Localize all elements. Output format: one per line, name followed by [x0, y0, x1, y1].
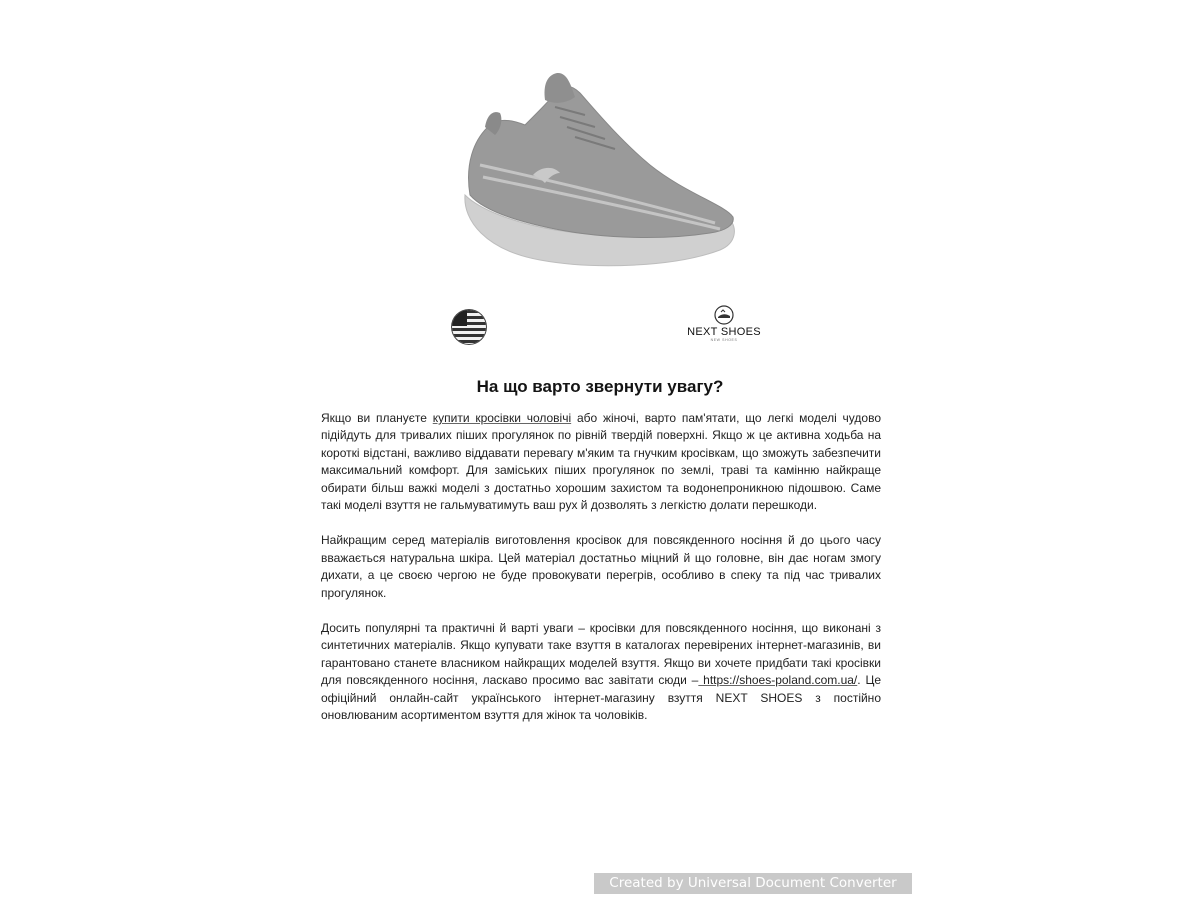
brand-tagline: NEW SHOES: [710, 338, 738, 342]
paragraph-1-rest: або жіночі, варто пам'ятати, що легкі моделі чудово підійдуть для тривалих піших прогулянок по рівній твердій поверхні. Якщо ж це активна ходьба на короткі відстані, важливо віддавати перевагу м'яким та гнучким кросівкам, що зможуть забезпечити максимальний комфорт. Для заміських піших прогулянок по землі, траві та камінню найкраще обирати більш важкі моделі з достатньо хорошим захистом та водонепроникною підошвою. Саме такі моделі взуття не гальмуватимуть ваш рух й дозволять з легкістю долати перешкоди.: [321, 411, 881, 513]
usa-flag-icon: [450, 308, 488, 346]
article-body: [321, 410, 881, 743]
shop-url-link[interactable]: https://shoes-poland.com.ua/: [698, 673, 858, 688]
sneaker-image: [445, 45, 765, 280]
brand-emblem-icon: [714, 305, 734, 325]
paragraph-3-rest: . Це офіційний онлайн-сайт українського інтернет-магазину взуття NEXT SHOES з постійно оновлюваним асортиментом взуття для жінок та чоловіків.: [321, 673, 881, 723]
brand-name: NEXT SHOES: [687, 326, 761, 338]
paragraph-1-intro: Якщо ви плануєте: [321, 411, 433, 425]
paragraph-3: [321, 620, 881, 724]
paragraph-3-intro: Досить популярні та практичні й варті уваги – кросівки для повсякденного носіння, що виконані з синтетичних матеріалів. Якщо купувати таке взуття в каталогах перевірених інтернет-магазинів, ви гарантовано станете власником найкращих моделей взуття. Якщо ви хочете придбати такі кросівки для повсякденного носіння, ласкаво просимо вас завітати сюди –: [321, 621, 881, 688]
page-heading: На що варто звернути увагу?: [476, 377, 724, 396]
buy-mens-sneakers-link[interactable]: купити кросівки чоловічі: [432, 411, 572, 425]
paragraph-1: [321, 410, 881, 514]
next-shoes-logo: [683, 305, 765, 355]
converter-watermark: Created by Universal Document Converter: [594, 873, 912, 894]
paragraph-2: Найкращим серед матеріалів виготовлення кросівок для повсякденного носіння й до цього часу вважається натуральна шкіра. Цей матеріал достатньо міцний й що головне, він дає ногам змогу дихати, а це своєю чергою не буде провокувати перегрів, особливо в спеку та під час тривалих прогулянок.: [321, 533, 881, 600]
